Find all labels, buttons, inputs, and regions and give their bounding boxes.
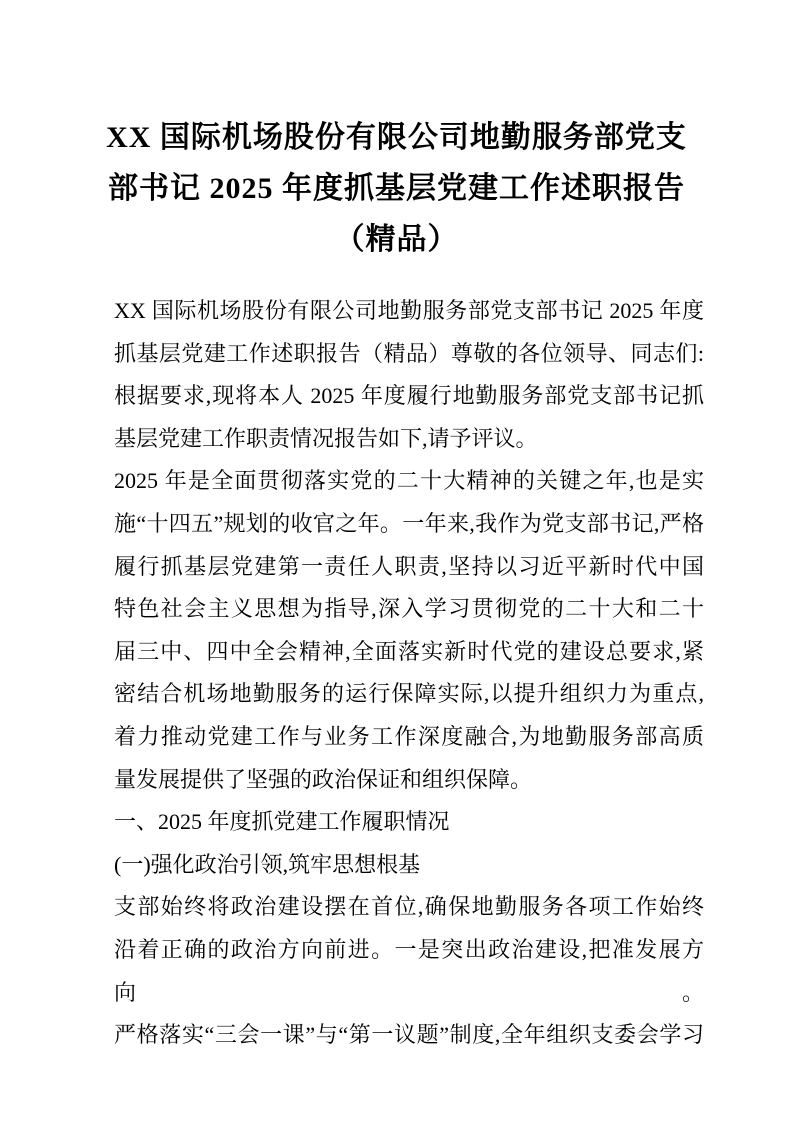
subsection-heading-line: (一)强化政治引领,筑牢思想根基: [114, 851, 421, 877]
paragraph: [114, 886, 704, 1056]
body-text-line: XX 国际机场股份有限公司地勤服务部党支部书记 2025 年度: [114, 298, 704, 323]
body-text-line: 密结合机场地勤服务的运行保障实际,以提升组织力为重点,: [114, 681, 704, 707]
document-body: [114, 290, 704, 1057]
paragraph: [114, 290, 704, 460]
body-text-line: 施“十四五”规划的收官之年。一年来,我作为党支部书记,严格: [114, 510, 704, 536]
subsection-heading: [114, 844, 704, 887]
body-text-line: 届三中、四中全会精神,全面落实新时代党的建设总要求,紧: [114, 638, 704, 664]
body-text-line: 抓基层党建工作述职报告（精品）尊敬的各位领导、同志们:: [114, 340, 704, 366]
section-heading: [114, 801, 704, 844]
document-title-line: XX 国际机场股份有限公司地勤服务部党支: [106, 121, 687, 154]
document-title-line: （精品）: [334, 223, 459, 256]
body-text-line: 量发展提供了坚强的政治保证和组织保障。: [114, 766, 533, 792]
body-text-line: 特色社会主义思想为指导,深入学习贯彻党的二十大和二十: [114, 596, 704, 622]
body-text-line: 沿着正确的政治方向前进。一是突出政治建设,把准发展方向。: [114, 936, 704, 1005]
body-text-line: 履行抓基层党建第一责任人职责,坚持以习近平新时代中国: [114, 553, 704, 579]
body-text-line: 着力推动党建工作与业务工作深度融合,为地勤服务部高质: [114, 723, 704, 749]
body-text-line: 支部始终将政治建设摆在首位,确保地勤服务各项工作始终: [114, 894, 704, 920]
body-text-line: 2025 年是全面贯彻落实党的二十大精神的关键之年,也是实: [114, 468, 704, 494]
body-text-line: 根据要求,现将本人 2025 年度履行地勤服务部党支部书记抓: [114, 383, 704, 409]
section-heading-line: 一、2025 年度抓党建工作履职情况: [114, 809, 450, 835]
document-title-line: 部书记 2025 年度抓基层党建工作述职报告: [108, 172, 685, 205]
body-text-line: 严格落实“三会一课”与“第一议题”制度,全年组织支委会学习: [114, 1022, 704, 1048]
body-text-line: 基层党建工作职责情况报告如下,请予评议。: [114, 425, 538, 451]
paragraph: [114, 460, 704, 801]
document-title: [0, 0, 793, 265]
